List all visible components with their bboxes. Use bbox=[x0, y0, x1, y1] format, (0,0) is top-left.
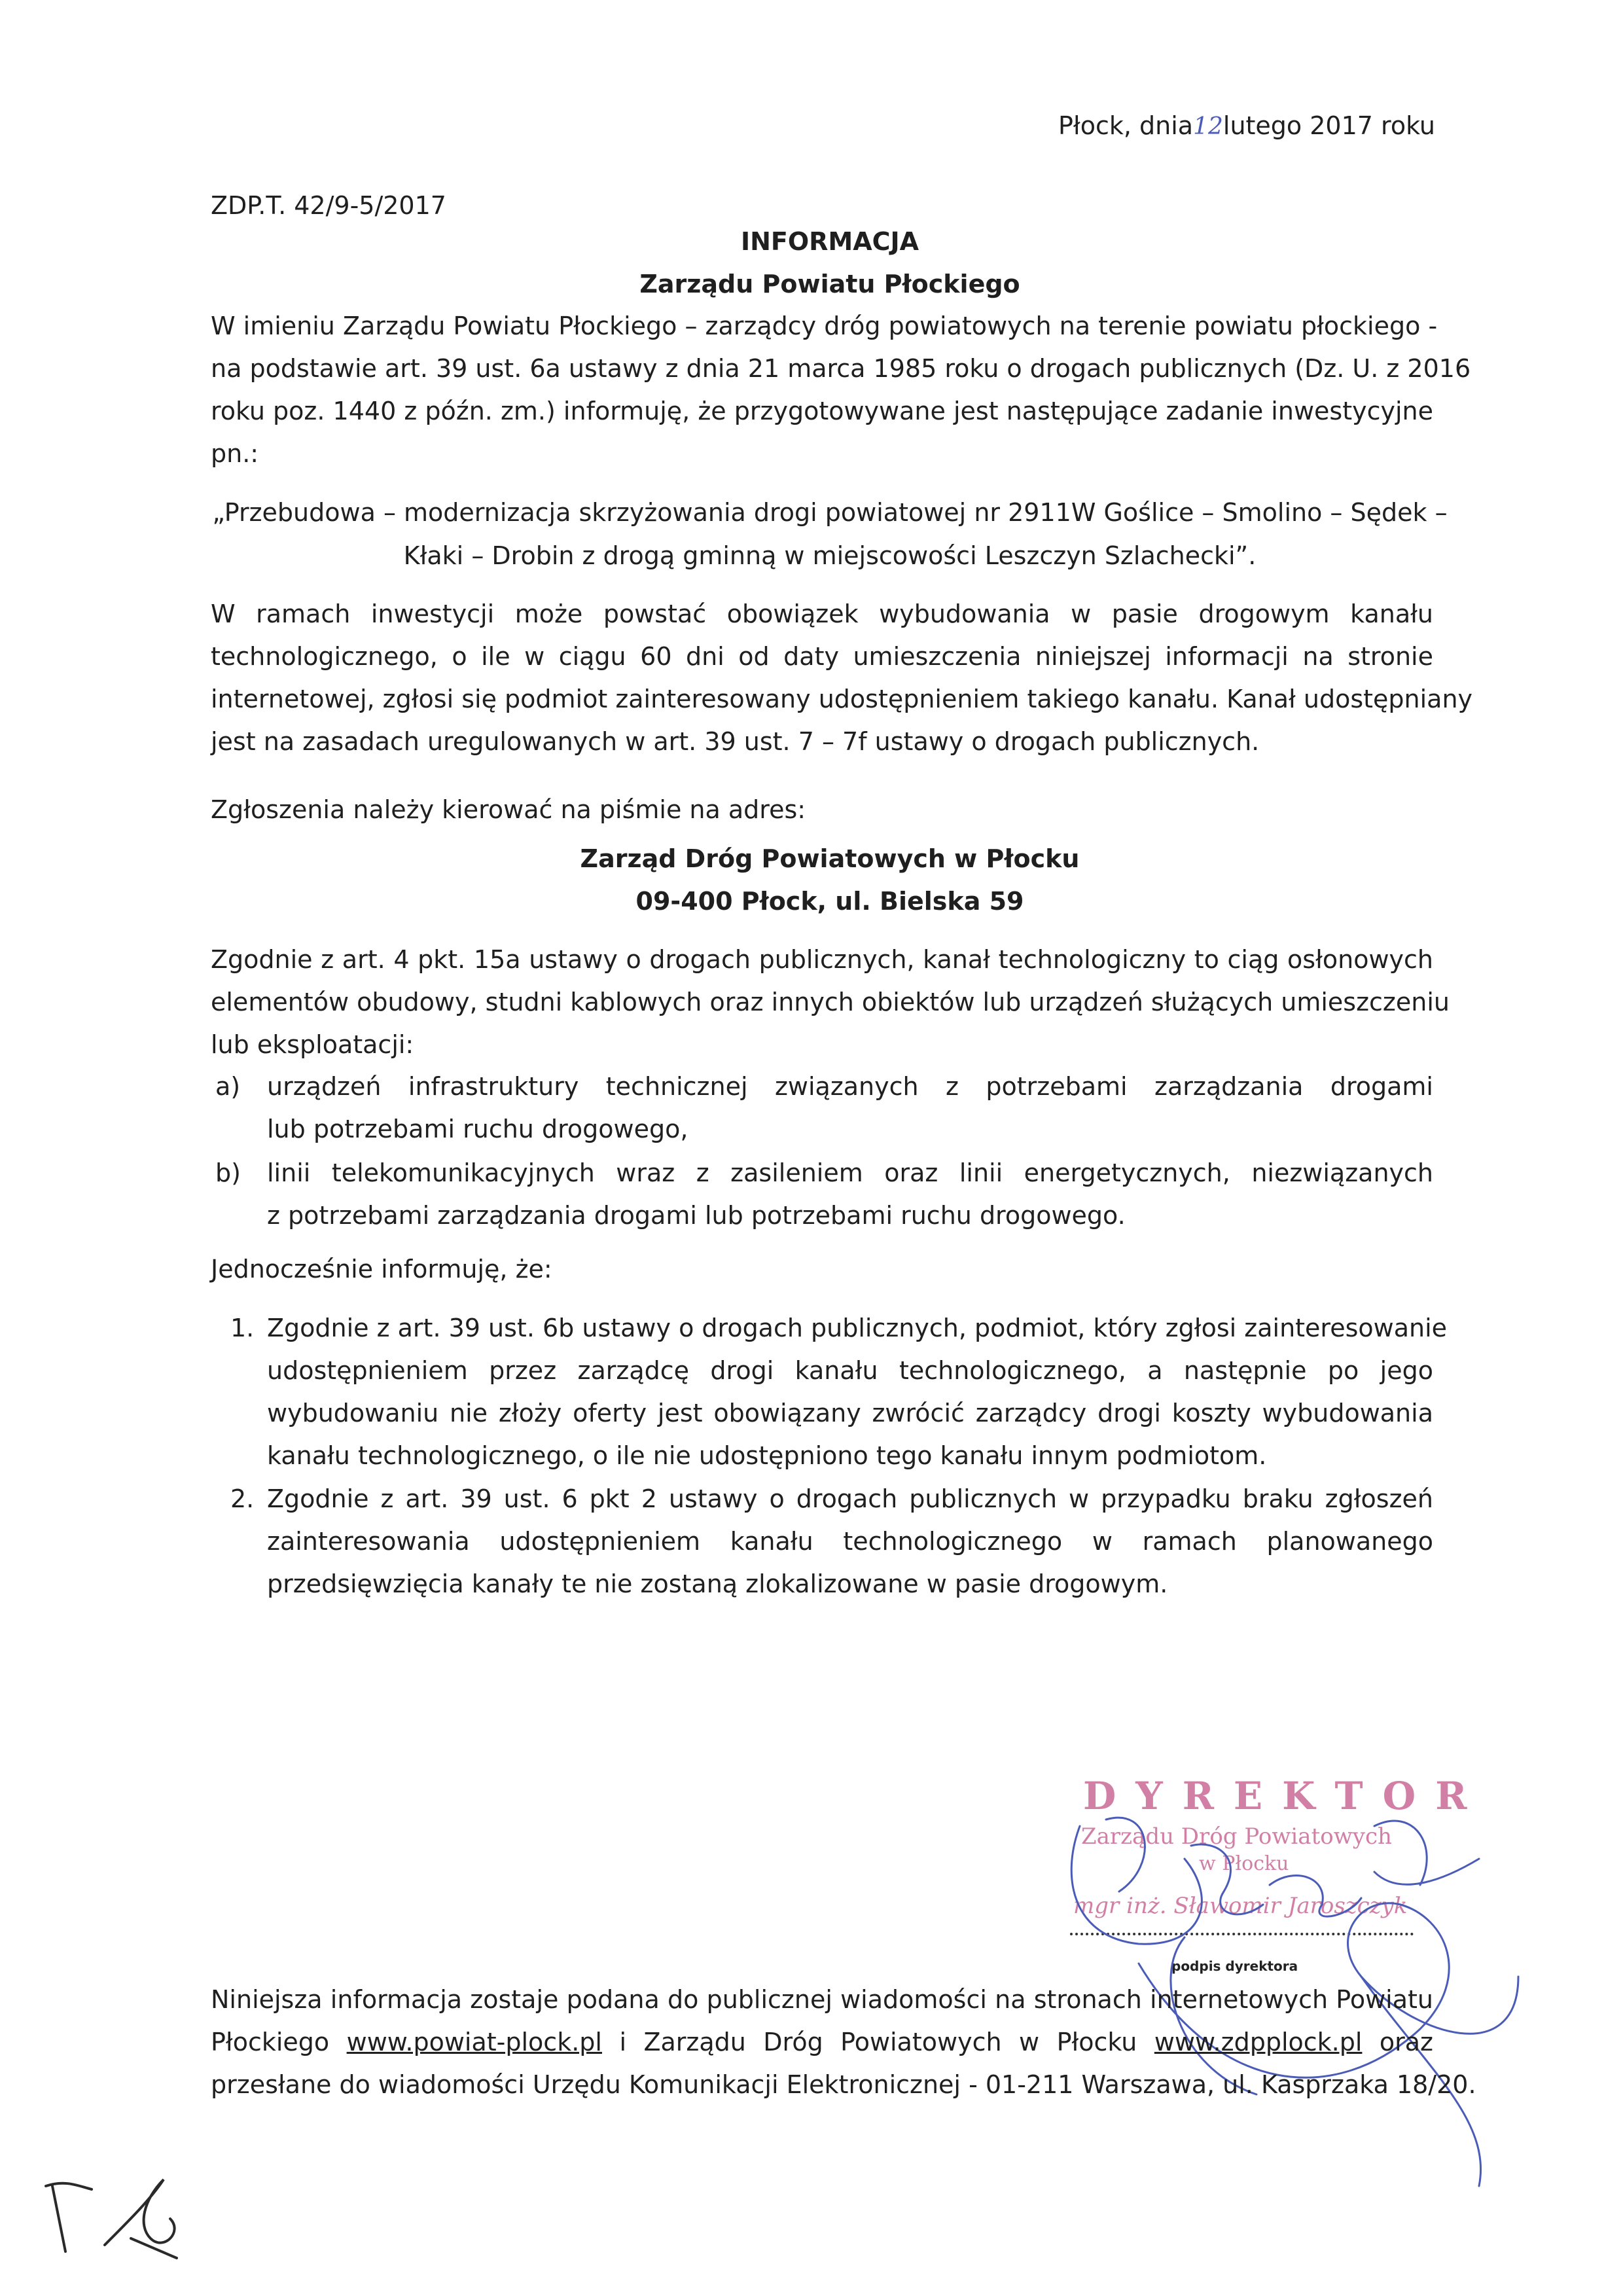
director-stamp-title: DYREKTOR bbox=[1083, 1774, 1487, 1818]
definition-item-line: z potrzebami zarządzania drogami lub potrzebami ruchu drogowego. bbox=[267, 1201, 1126, 1230]
definition-item-a-marker: a) bbox=[215, 1072, 241, 1101]
definition-line: elementów obudowy, studni kablowych oraz innych obiektów lub urządzeń służących umieszczeniu bbox=[211, 988, 1450, 1016]
submission-text: Zgłoszenia należy kierować na piśmie na adres: bbox=[211, 795, 806, 824]
investment-line: jest na zasadach uregulowanych w art. 39 ust. 7 – 7f ustawy o drogach publicznych. bbox=[211, 727, 1260, 756]
date-prefix: Płock, dnia bbox=[1058, 111, 1194, 140]
notice-item-line: kanału technologicznego, o ile nie udostępniono tego kanału innym podmiotom. bbox=[267, 1441, 1267, 1470]
footer-text: Płockiego bbox=[211, 2028, 330, 2056]
document-date bbox=[1058, 105, 1435, 148]
footer-line-links bbox=[211, 2021, 1433, 2064]
notice-item-2 bbox=[267, 1478, 1433, 1605]
reference-number: ZDP.T. 42/9-5/2017 bbox=[211, 191, 446, 220]
definition-line: Zgodnie z art. 4 pkt. 15a ustawy o drogach publicznych, kanał technologiczny to ciąg osłonowych bbox=[211, 945, 1433, 974]
notice-item-line: przedsięwzięcia kanały te nie zostaną zlokalizowane w pasie drogowym. bbox=[267, 1570, 1168, 1598]
definition-item-a bbox=[267, 1066, 1433, 1151]
definition-item-line: lub potrzebami ruchu drogowego, bbox=[267, 1115, 688, 1143]
definition-item-line: linii telekomunikacyjnych wraz z zasileniem oraz linii energetycznych, niezwiązanych bbox=[267, 1158, 1433, 1187]
powiat-plock-link[interactable]: www.powiat-plock.pl bbox=[346, 2028, 602, 2056]
director-stamp-city: w Płocku bbox=[1199, 1852, 1289, 1875]
notice-item-1 bbox=[267, 1307, 1448, 1477]
director-stamp-name: mgr inż. Sławomir Jaroszczyk bbox=[1073, 1893, 1408, 1919]
notice-item-line: wybudowaniu nie złoży oferty jest obowiązany zwrócić zarządcy drogi koszty wybudowania bbox=[267, 1399, 1433, 1427]
definition-line: lub eksploatacji: bbox=[211, 1030, 414, 1059]
document-subtitle: Zarządu Powiatu Płockiego bbox=[639, 270, 1020, 298]
notice-item-line: Zgodnie z art. 39 ust. 6b ustawy o drogach publicznych, podmiot, który zgłosi zainteresowanie bbox=[267, 1314, 1448, 1342]
intro-paragraph bbox=[211, 305, 1471, 475]
footer-paragraph bbox=[211, 1979, 1476, 2106]
notice-item-line: Zgodnie z art. 39 ust. 6 pkt 2 ustawy o drogach publicznych w przypadku braku zgłoszeń bbox=[267, 1484, 1433, 1513]
notice-item-1-marker: 1. bbox=[230, 1314, 255, 1342]
investment-paragraph bbox=[211, 593, 1473, 763]
submission-addressee: Zarząd Dróg Powiatowych w Płocku bbox=[580, 844, 1080, 873]
definition-paragraph bbox=[211, 939, 1450, 1066]
zdpplock-link[interactable]: www.zdpplock.pl bbox=[1154, 2028, 1363, 2056]
document-title: INFORMACJA bbox=[740, 227, 919, 256]
investment-line: internetowej, zgłosi się podmiot zainteresowany udostępnieniem takiego kanału. Kanał udostępniany bbox=[211, 685, 1473, 713]
director-stamp-office: Zarządu Dróg Powiatowych bbox=[1081, 1823, 1392, 1850]
definition-item-b bbox=[267, 1152, 1433, 1237]
date-suffix: lutego 2017 roku bbox=[1222, 111, 1436, 140]
definition-item-b-marker: b) bbox=[215, 1158, 241, 1187]
notice-item-line: udostępnieniem przez zarządcę drogi kanału technologicznego, a następnie po jego bbox=[267, 1356, 1433, 1385]
notice-item-line: zainteresowania udostępnieniem kanału technologicznego w ramach planowanego bbox=[267, 1527, 1433, 1556]
director-signature-icon bbox=[1021, 1728, 1544, 2212]
intro-line: W imieniu Zarządu Powiatu Płockiego – zarządcy dróg powiatowych na terenie powiatu płockiego - bbox=[211, 312, 1438, 340]
notice-item-2-marker: 2. bbox=[230, 1484, 255, 1513]
intro-line: pn.: bbox=[211, 439, 259, 468]
investment-line: W ramach inwestycji może powstać obowiązek wybudowania w pasie drogowym kanału bbox=[211, 600, 1433, 628]
intro-line: na podstawie art. 39 ust. 6a ustawy z dnia 21 marca 1985 roku o drogach publicznych (Dz. U. z 2016 bbox=[211, 354, 1471, 383]
signature-label: podpis dyrektora bbox=[1171, 1958, 1298, 1974]
footer-line: przesłane do wiadomości Urzędu Komunikacji Elektronicznej - 01-211 Warszawa, ul. Kasprzaka 18/20. bbox=[211, 2070, 1476, 2099]
project-name-line2: Kłaki – Drobin z drogą gminną w miejscowości Leszczyn Szlachecki”. bbox=[403, 541, 1257, 570]
footer-line: Niniejsza informacja zostaje podana do publicznej wiadomości na stronach internetowych Powiatu bbox=[211, 1985, 1433, 2014]
footer-text: i Zarządu Dróg Powiatowych w Płocku bbox=[619, 2028, 1137, 2056]
initials-signature-icon bbox=[39, 2160, 196, 2265]
definition-item-line: urządzeń infrastruktury technicznej związanych z potrzebami zarządzania drogami bbox=[267, 1072, 1433, 1101]
footer-text: oraz bbox=[1379, 2028, 1433, 2056]
notice-intro: Jednocześnie informuję, że: bbox=[211, 1255, 552, 1283]
date-day-handwritten: 12 bbox=[1193, 113, 1223, 140]
intro-line: roku poz. 1440 z późn. zm.) informuję, że przygotowywane jest następujące zadanie inwestycyjne bbox=[211, 397, 1433, 425]
project-name-line1: „Przebudowa – modernizacja skrzyżowania drogi powiatowej nr 2911W Goślice – Smolino – Sędek – bbox=[212, 498, 1448, 527]
investment-line: technologicznego, o ile w ciągu 60 dni od daty umieszczenia niniejszej informacji na stronie bbox=[211, 642, 1433, 671]
submission-address: 09-400 Płock, ul. Bielska 59 bbox=[635, 887, 1024, 916]
